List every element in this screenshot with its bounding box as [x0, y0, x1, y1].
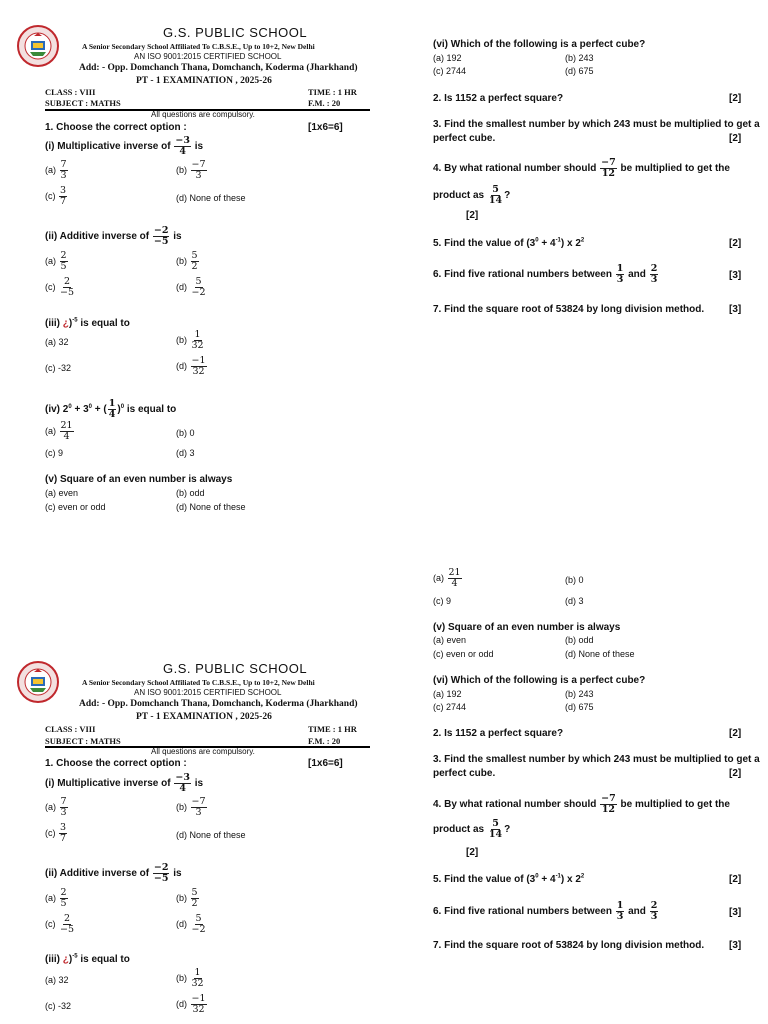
q1-iii-option-a-copy: (a) 32: [45, 975, 69, 985]
q1-vi-option-b: (b) 243: [565, 53, 594, 63]
q1-vi-question-copy: (vi) Which of the following is a perfect cube?: [433, 675, 646, 686]
address-copy: Add: - Opp. Domchanch Thana, Domchanch, Koderma (Jharkhand): [79, 699, 358, 709]
q6-question: 6. Find five rational numbers between $\frac{1}{3}$ and $\frac{2}{3}$: [433, 263, 658, 285]
q1-v-option-c-copy: (c) even or odd: [433, 649, 494, 659]
q1-vi-option-a: (a) 192: [433, 53, 462, 63]
q1-i-option-c-copy: (c) $\frac{3}{7}$: [45, 822, 67, 844]
affiliation: A Senior Secondary School Affiliated To C.B.S.E., Up to 10+2, New Delhi: [82, 42, 315, 51]
q3-question-line2: perfect cube.: [433, 133, 496, 144]
q1-iv-option-d-copy: (d) 3: [565, 596, 584, 606]
q3-question-line1-copy: 3. Find the smallest number by which 243 must be multiplied to get a: [433, 754, 760, 765]
q1-i-option-d: (d) None of these: [176, 193, 246, 203]
q1-i-option-d-copy: (d) None of these: [176, 830, 246, 840]
q1-i-option-a-copy: (a) $\frac{7}{3}$: [45, 796, 67, 818]
q1-i-question-copy: (i) Multiplicative inverse of $\frac{-3}{4}$ is: [45, 772, 204, 794]
q7-question: 7. Find the square root of 53824 by long division method.: [433, 304, 705, 315]
q1-marks-copy: [1x6=6]: [308, 758, 343, 769]
q1-iv-option-b-copy: (b) 0: [565, 575, 584, 585]
q1-ii-option-b: (b) $\frac{5}{2}$: [176, 250, 198, 272]
q1-i-question: (i) Multiplicative inverse of $\frac{-3}{4}$ is: [45, 135, 204, 157]
q5-marks-copy: [2]: [729, 874, 742, 885]
class-label-copy: CLASS : VIII: [45, 724, 96, 734]
q1-v-option-b: (b) odd: [176, 488, 205, 498]
q1-vi-option-b-copy: (b) 243: [565, 689, 594, 699]
q5-question: 5. Find the value of $(3^0 + 4^{-1})$ x $2^2$: [433, 237, 585, 249]
class-label: CLASS : VIII: [45, 87, 96, 97]
q1-ii-option-b-copy: (b) $\frac{5}{2}$: [176, 887, 198, 909]
q1-iii-question-copy: (iii) ¿)$^{-5}$ is equal to: [45, 953, 130, 965]
q3-marks: [2]: [729, 133, 742, 144]
q3-question-line2-copy: perfect cube.: [433, 768, 496, 779]
q1-iv-option-b: (b) 0: [176, 428, 195, 438]
q6-marks: [3]: [729, 270, 742, 281]
address: Add: - Opp. Domchanch Thana, Domchanch, Koderma (Jharkhand): [79, 63, 358, 73]
subject-label: SUBJECT : MATHS: [45, 98, 121, 108]
q1-iv-option-a-copy: (a) $\frac{21}{4}$: [433, 567, 461, 589]
q1-ii-option-d-copy: (d) $\frac{5}{-2}$: [176, 913, 206, 935]
q1-ii-option-c-copy: (c) $\frac{2}{-5}$: [45, 913, 75, 935]
q1-iii-option-b: (b) $\frac{1}{32}$: [176, 329, 204, 351]
q1-i-option-a: (a) $\frac{7}{3}$: [45, 159, 67, 181]
time-label: TIME : 1 HR: [308, 87, 357, 97]
instruction: All questions are compulsory.: [151, 110, 255, 119]
q1-iv-option-d: (d) 3: [176, 448, 195, 458]
q1-ii-question-copy: (ii) Additive inverse of $\frac{-2}{-5}$ is: [45, 862, 182, 884]
q3-marks-copy: [2]: [729, 768, 742, 779]
q1-vi-option-d-copy: (d) 675: [565, 702, 594, 712]
q2-marks-copy: [2]: [729, 728, 742, 739]
q4-marks-copy: [2]: [466, 847, 479, 858]
q1-title-copy: 1. Choose the correct option :: [45, 758, 187, 769]
school-logo-icon-copy: [16, 660, 60, 704]
q1-v-option-b-copy: (b) odd: [565, 635, 594, 645]
q2-marks: [2]: [729, 93, 742, 104]
q5-marks: [2]: [729, 238, 742, 249]
q1-vi-option-c: (c) 2744: [433, 66, 467, 76]
q1-iv-option-c-copy: (c) 9: [433, 596, 451, 606]
q1-v-option-c: (c) even or odd: [45, 502, 106, 512]
q1-vi-option-a-copy: (a) 192: [433, 689, 462, 699]
q1-iii-option-c-copy: (c) -32: [45, 1001, 72, 1011]
q1-iv-question: (iv) $2^0 + 3^0$ + ( $\frac{1}{4}$ )$^0$ is equal to: [45, 398, 177, 420]
q1-ii-option-d: (d) $\frac{5}{-2}$: [176, 276, 206, 298]
q1-v-question-copy: (v) Square of an even number is always: [433, 622, 621, 633]
exam-title: PT - 1 EXAMINATION , 2025-26: [136, 76, 272, 86]
q2-question: 2. Is 1152 a perfect square?: [433, 93, 564, 104]
q1-ii-option-c: (c) $\frac{2}{-5}$: [45, 276, 75, 298]
instruction-copy: All questions are compulsory.: [151, 747, 255, 756]
fm-label-copy: F.M. : 20: [308, 736, 341, 746]
q7-marks-copy: [3]: [729, 940, 742, 951]
iso-certified: AN ISO 9001:2015 CERTIFIED SCHOOL: [134, 52, 282, 61]
q1-ii-question: (ii) Additive inverse of $\frac{-2}{-5}$ is: [45, 225, 182, 247]
q4-marks: [2]: [466, 210, 479, 221]
school-name-copy: G.S. PUBLIC SCHOOL: [163, 661, 308, 676]
q1-iii-option-d: (d) $\frac{-1}{32}$: [176, 355, 206, 377]
q1-vi-option-c-copy: (c) 2744: [433, 702, 467, 712]
q1-i-option-b: (b) $\frac{-7}{3}$: [176, 159, 206, 181]
q1-ii-option-a-copy: (a) $\frac{2}{5}$: [45, 887, 67, 909]
q1-i-option-c: (c) $\frac{3}{7}$: [45, 185, 67, 207]
q1-iii-option-b-copy: (b) $\frac{1}{32}$: [176, 967, 204, 989]
q1-iii-option-a: (a) 32: [45, 337, 69, 347]
q1-v-option-d-copy: (d) None of these: [565, 649, 635, 659]
exam-title-copy: PT - 1 EXAMINATION , 2025-26: [136, 712, 272, 722]
q4-question-line1-copy: 4. By what rational number should $\frac{-7}{12}$ be multiplied to get the: [433, 793, 730, 815]
q7-question-copy: 7. Find the square root of 53824 by long division method.: [433, 940, 705, 951]
q1-iv-option-a: (a) $\frac{21}{4}$: [45, 420, 73, 442]
q1-i-option-b-copy: (b) $\frac{-7}{3}$: [176, 796, 206, 818]
q1-iii-option-d-copy: (d) $\frac{-1}{32}$: [176, 993, 206, 1015]
q1-title: 1. Choose the correct option :: [45, 122, 187, 133]
q1-v-option-a: (a) even: [45, 488, 79, 498]
q1-v-option-a-copy: (a) even: [433, 635, 467, 645]
q4-question-line2: product as $\frac{5}{14}$ ?: [433, 184, 511, 206]
q6-question-copy: 6. Find five rational numbers between $\frac{1}{3}$ and $\frac{2}{3}$: [433, 900, 658, 922]
q1-iv-option-c: (c) 9: [45, 448, 63, 458]
school-logo-icon: [16, 24, 60, 68]
q1-v-option-d: (d) None of these: [176, 502, 246, 512]
q6-marks-copy: [3]: [729, 907, 742, 918]
time-label-copy: TIME : 1 HR: [308, 724, 357, 734]
q1-iii-question: (iii) ¿)$^{-5}$ is equal to: [45, 317, 130, 329]
subject-label-copy: SUBJECT : MATHS: [45, 736, 121, 746]
q1-vi-option-d: (d) 675: [565, 66, 594, 76]
iso-certified-copy: AN ISO 9001:2015 CERTIFIED SCHOOL: [134, 688, 282, 697]
fm-label: F.M. : 20: [308, 98, 341, 108]
q5-question-copy: 5. Find the value of $(3^0 + 4^{-1})$ x $2^2$: [433, 873, 585, 885]
q4-question-line2-copy: product as $\frac{5}{14}$ ?: [433, 818, 511, 840]
q1-iii-option-c: (c) -32: [45, 363, 72, 373]
q4-question-line1: 4. By what rational number should $\frac{-7}{12}$ be multiplied to get the: [433, 157, 730, 179]
affiliation-copy: A Senior Secondary School Affiliated To C.B.S.E., Up to 10+2, New Delhi: [82, 678, 315, 687]
q1-marks: [1x6=6]: [308, 122, 343, 133]
school-name: G.S. PUBLIC SCHOOL: [163, 25, 308, 40]
q3-question-line1: 3. Find the smallest number by which 243 must be multiplied to get a: [433, 119, 760, 130]
q1-vi-question: (vi) Which of the following is a perfect cube?: [433, 39, 646, 50]
q1-v-question: (v) Square of an even number is always: [45, 474, 233, 485]
q7-marks: [3]: [729, 304, 742, 315]
q2-question-copy: 2. Is 1152 a perfect square?: [433, 728, 564, 739]
q1-ii-option-a: (a) $\frac{2}{5}$: [45, 250, 67, 272]
